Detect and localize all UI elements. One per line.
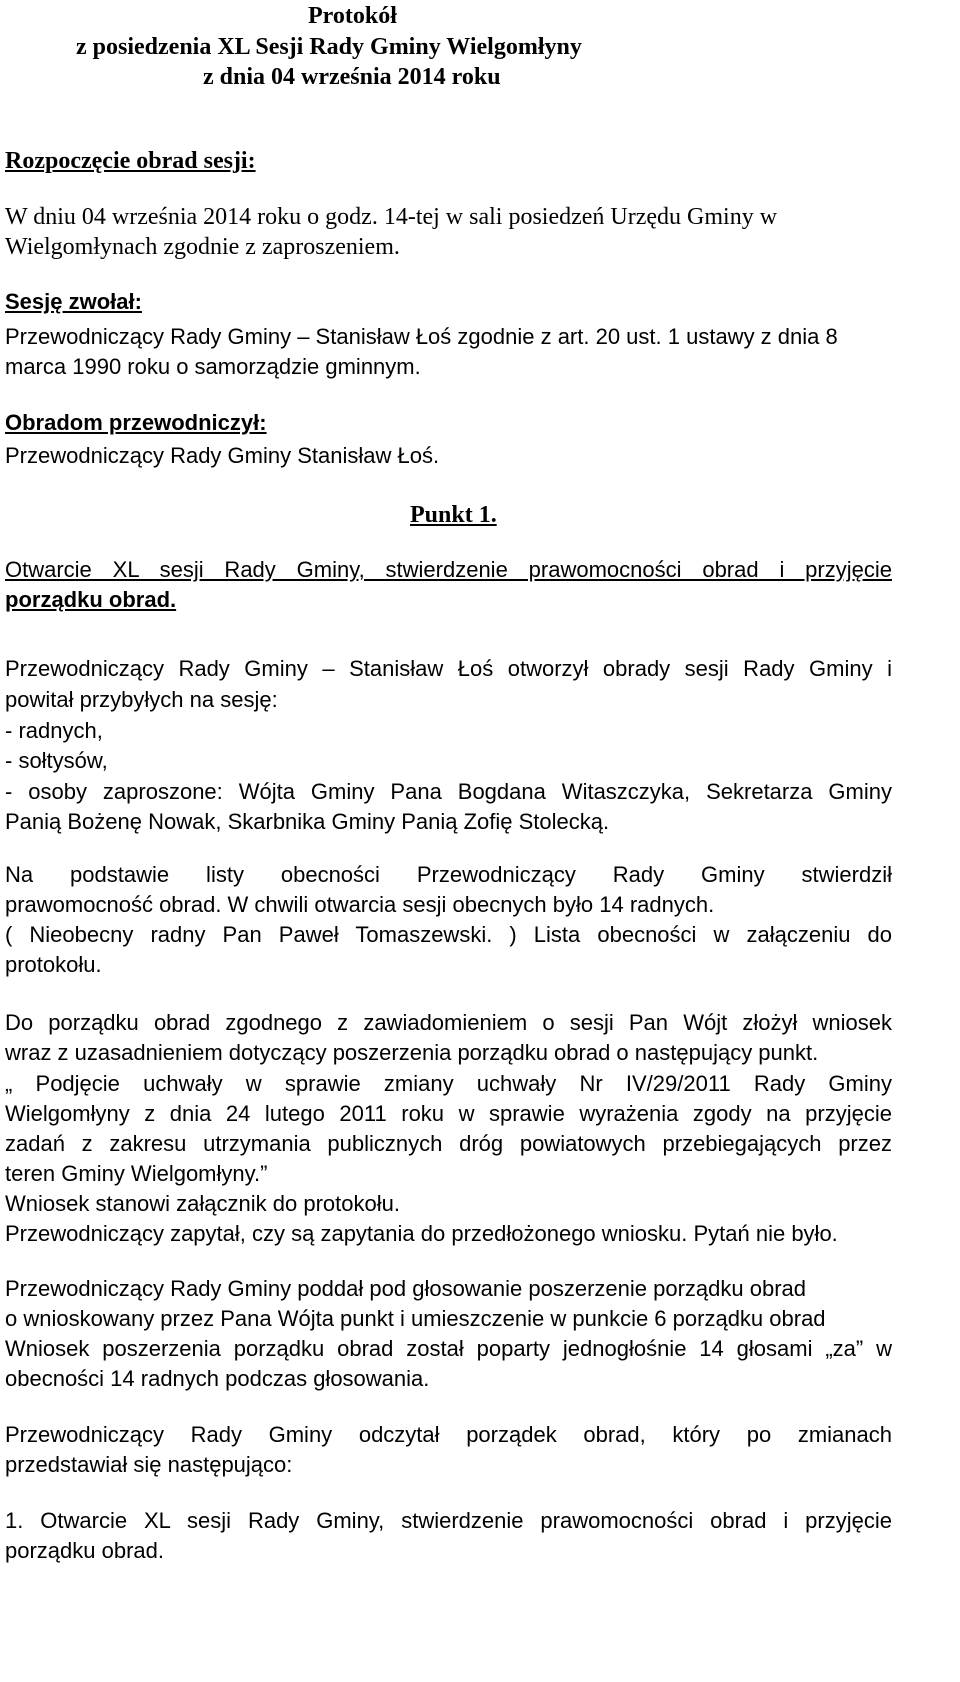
protocol-subtitle: z posiedzenia XL Sesji Rady Gminy Wielgomłyny [76,34,582,60]
chaired-heading: Obradom przewodniczył: [5,410,267,435]
protocol-date: z dnia 04 września 2014 roku [203,64,501,90]
quorum-line-1: Na podstawie listy obecności Przewodniczący Rady Gminy stwierdził [5,862,892,887]
opening-heading: Rozpoczęcie obrad sesji: [5,148,256,174]
point-1-title-line-1: Otwarcie XL sesji Rady Gminy, stwierdzenie prawomocności obrad i przyjęcie [5,557,892,582]
chaired-line: Przewodniczący Rady Gminy Stanisław Łoś. [5,443,440,468]
motion-line-8: Przewodniczący zapytał, czy są zapytania do przedłożonego wniosku. Pytań nie było. [5,1221,838,1246]
vote-line-4: obecności 14 radnych podczas głosowania. [5,1366,430,1391]
convened-line-2: marca 1990 roku o samorządzie gminnym. [5,354,421,379]
agenda-intro-line-1: Przewodniczący Rady Gminy odczytał porządek obrad, który po zmianach [5,1422,892,1447]
motion-line-3: „ Podjęcie uchwały w sprawie zmiany uchwały Nr IV/29/2011 Rady Gminy [5,1071,892,1096]
quorum-line-2: prawomocność obrad. W chwili otwarcia sesji obecnych było 14 radnych. [5,892,715,917]
convened-heading: Sesję zwołał: [5,289,142,314]
welcome-line-2: powitał przybyłych na sesję: [5,687,278,712]
point-1-title-line-2: porządku obrad. [5,587,177,612]
opening-line-1: W dniu 04 września 2014 roku o godz. 14-tej w sali posiedzeń Urzędu Gminy w [5,204,778,230]
welcome-line-1: Przewodniczący Rady Gminy – Stanisław Łoś otworzył obrady sesji Rady Gminy i [5,656,892,681]
vote-line-2: o wnioskowany przez Pana Wójta punkt i umieszczenie w punkcie 6 porządku obrad [5,1306,826,1331]
opening-line-2: Wielgomłynach zgodnie z zaproszeniem. [5,234,400,260]
motion-line-2: wraz z uzasadnieniem dotyczący poszerzenia porządku obrad o następujący punkt. [5,1040,819,1065]
vote-line-1: Przewodniczący Rady Gminy poddał pod głosowanie poszerzenie porządku obrad [5,1276,807,1301]
motion-line-4: Wielgomłyny z dnia 24 lutego 2011 roku w sprawie wyrażenia zgody na przyjęcie [5,1101,892,1126]
motion-line-5: zadań z zakresu utrzymania publicznych dróg powiatowych przebiegających przez [5,1131,892,1156]
motion-line-1: Do porządku obrad zgodnego z zawiadomieniem o sesji Pan Wójt złożył wniosek [5,1010,892,1035]
vote-line-3: Wniosek poszerzenia porządku obrad został poparty jednogłośnie 14 głosami „za” w [5,1336,892,1361]
motion-line-6: teren Gminy Wielgomłyny.” [5,1161,268,1186]
welcome-line-4: - sołtysów, [5,748,108,773]
protocol-title: Protokół [308,3,397,29]
quorum-line-3: ( Nieobecny radny Pan Paweł Tomaszewski. ) Lista obecności w załączeniu do [5,922,892,947]
quorum-line-4: protokołu. [5,952,102,977]
motion-line-7: Wniosek stanowi załącznik do protokołu. [5,1191,400,1216]
agenda-item-1-line-1: 1. Otwarcie XL sesji Rady Gminy, stwierdzenie prawomocności obrad i przyjęcie [5,1508,892,1533]
welcome-line-6: Panią Bożenę Nowak, Skarbnika Gminy Panią Zofię Stolecką. [5,809,610,834]
agenda-item-1-line-2: porządku obrad. [5,1538,164,1563]
welcome-line-5: - osoby zaproszone: Wójta Gminy Pana Bogdana Witaszczyka, Sekretarza Gminy [5,779,892,804]
agenda-intro-line-2: przedstawiał się następująco: [5,1452,293,1477]
convened-line-1: Przewodniczący Rady Gminy – Stanisław Łoś zgodnie z art. 20 ust. 1 ustawy z dnia 8 [5,324,838,349]
welcome-line-3: - radnych, [5,718,103,743]
point-1-label: Punkt 1. [410,502,497,528]
